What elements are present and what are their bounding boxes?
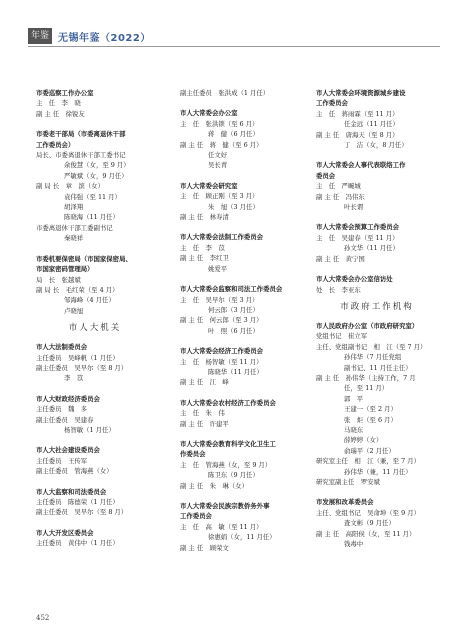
org-heading: 委员会	[316, 171, 336, 180]
position-entry: 副 主 任 江 峰	[180, 378, 229, 387]
position-entry: 主 任 严畹城	[316, 182, 361, 191]
spacer	[36, 244, 154, 254]
person-entry: 丁 洁（女，8 月任）	[344, 141, 408, 150]
spacer	[36, 477, 154, 487]
person-entry: 任文好	[208, 151, 228, 160]
spacer	[180, 98, 298, 108]
person-entry: 姚爱平	[208, 264, 228, 273]
position-entry: 主 任 顾正刚（至 3 月）	[180, 192, 259, 201]
org-heading: 市人大开发区委员会	[36, 528, 94, 537]
person-entry: 陈晓海（11 月任）	[64, 213, 119, 222]
position-entry: 党组书记 崔立军	[316, 332, 368, 341]
position-entry: 副 主 任 林寿清	[180, 213, 229, 222]
org-heading: 工作委员会）	[36, 140, 75, 149]
section-heading: 市人大机关	[68, 323, 122, 334]
position-entry: 副 主 任 朱 琳（女）	[180, 481, 248, 490]
position-entry: 副主任委员 吴建春	[36, 415, 94, 424]
person-entry: 薛婷婷（女）	[344, 436, 383, 445]
person-entry: 叶长谓	[344, 203, 364, 212]
column-middle	[180, 88, 298, 553]
page-header	[28, 22, 440, 62]
spacer	[180, 274, 298, 284]
position-entry: 副主任委员 吴早尔（至 8 月）	[36, 508, 128, 517]
position-entry: 市委离退休干部工委副书记	[36, 223, 113, 232]
person-entry: 李 苡	[64, 374, 84, 383]
yearbook-logo: 年鉴	[28, 28, 52, 44]
position-entry: 研究室副主任 罗安斌	[316, 478, 380, 486]
position-entry: 局 长 张越斌	[36, 275, 81, 284]
spacer	[36, 435, 154, 445]
position-entry: 副主任委员 张洪成（1 月任）	[180, 89, 270, 97]
position-entry: 主 任 张洪锁（至 6 月）	[180, 119, 259, 128]
position-entry: 副 主 任 蒋 健（至 6 月）	[180, 140, 263, 149]
person-entry: 査文彬（9 月任）	[344, 519, 395, 528]
org-heading: 市人大法制委员会	[36, 343, 88, 352]
spacer	[316, 487, 438, 497]
org-heading: 市人大常委会监察和司法工作委员会	[180, 285, 283, 294]
position-entry: 副 主 任 黄宁国	[316, 254, 365, 263]
position-entry: 主 任 杨智敏（至 11 月）	[180, 357, 263, 366]
org-heading: 市人大常委会研究室	[180, 181, 238, 190]
person-entry: 马晓东	[344, 425, 364, 434]
position-entry: 主任委员 吴峰帆（1 月任）	[36, 353, 119, 362]
spacer	[36, 119, 154, 129]
position-entry: 副 主 任 何云郎（至 3 月）	[180, 316, 263, 325]
spacer	[316, 212, 438, 222]
org-heading: 市人大常委会农村经济工作委员会	[180, 398, 276, 407]
person-entry: 卢晓旭	[64, 306, 84, 315]
spacer	[316, 150, 438, 160]
org-heading: 市委巡察工作办公室	[36, 89, 94, 97]
position-entry: 主 任 李 苡	[180, 243, 225, 252]
person-entry: 任金远（11 月任）	[344, 120, 399, 129]
person-entry: 孙伟华（7 月任党组	[344, 353, 402, 362]
person-entry: 何云郎（3 月任）	[208, 305, 259, 314]
position-entry: 副 主 任 许建平	[180, 419, 229, 428]
org-heading: 市人大财政经济委员会	[36, 394, 100, 403]
position-entry: 副 主 任 孙伟华（主持工作，7 月	[316, 373, 416, 382]
org-heading: 市人大常委会民族宗教侨务外事	[180, 502, 270, 510]
position-entry: 主 任 吴建春（至 11 月）	[316, 233, 399, 242]
position-entry: 主 任 蒋雨霖（至 11 月）	[316, 109, 399, 118]
org-heading: 市委老干部局（市委离退休干部	[36, 130, 126, 139]
org-heading: 市人大常委会教育科学文化卫生工	[180, 439, 276, 448]
person-entry: 任，至 11 月）	[344, 384, 389, 393]
book-title: 无锡年鉴（2022）	[58, 33, 151, 44]
person-entry: 副书记、11 月任主任）	[344, 363, 412, 372]
org-heading: 市委机要保密局（市国家保密局、	[36, 254, 132, 263]
position-entry: 处 长 李亚东	[316, 285, 361, 294]
org-heading: 市人大社会建设委员会	[36, 446, 100, 455]
position-entry: 主 任 高 敏（至 11 月）	[180, 522, 263, 531]
org-heading: 作委员会	[180, 450, 206, 459]
org-heading: 市人大常委会办公室信访处	[316, 275, 393, 284]
person-entry: 秦晓祥	[64, 234, 84, 243]
position-entry: 主 任 管海燕（女，至 9 月）	[180, 460, 272, 469]
spacer	[180, 336, 298, 346]
position-entry: 主任、党组副书记 相 江（至 7 月）	[316, 342, 427, 351]
org-heading: 市人大监察和司法委员会	[36, 487, 107, 496]
org-heading: 市人大常委会人事代表联络工作	[316, 161, 406, 170]
position-entry: 副 主 任 唐海天（至 8 月）	[316, 130, 399, 139]
position-entry: 主 任 李 晓	[36, 99, 81, 108]
person-entry: 朱 旭（3 月任）	[208, 202, 259, 211]
spacer	[180, 171, 298, 181]
org-heading: 市人民政府办公室（市政府研究室）	[316, 321, 419, 330]
position-entry: 局长、市委离退休干部工委书记	[36, 151, 126, 160]
person-entry: 徐惠娟（女，11 月任）	[208, 533, 276, 542]
person-entry: 俞瑞平（2 月任）	[344, 446, 395, 455]
position-entry: 副主任委员 吴早尔（至 8 月）	[36, 363, 128, 372]
person-entry: 郭 平	[344, 394, 364, 403]
person-entry: 严敏斌（女，9 月任）	[64, 171, 128, 180]
person-entry: 钱毒中	[344, 540, 364, 549]
spacer	[36, 384, 154, 394]
org-heading: 工作委员会	[180, 512, 212, 521]
column-right	[316, 88, 438, 549]
org-heading: 市发展和改革委员会	[316, 498, 374, 507]
spacer	[180, 388, 298, 398]
org-heading: 市人大常委会预算工作委员会	[316, 223, 400, 232]
position-entry: 主任委员 陈德荣（1 月任）	[36, 498, 119, 506]
position-entry: 副 主 任 冯伟东	[316, 192, 365, 201]
person-entry: 孙伟华（兼，11 月任）	[344, 467, 412, 476]
person-entry: 张 炬（至 6 月）	[344, 415, 397, 424]
position-entry: 主任委员 黄伟中（1 月任）	[36, 539, 119, 548]
person-entry: 杨智敏（1 月任）	[64, 425, 115, 434]
person-entry: 叶 照（6 月任）	[208, 326, 259, 335]
person-entry: 胡泽翔	[64, 203, 84, 212]
position-entry: 副 主 任 徐锐友	[36, 109, 85, 118]
spacer	[180, 429, 298, 439]
position-entry: 主任委员 王传军	[36, 456, 88, 465]
spacer	[316, 264, 438, 274]
position-entry: 副 主 任 高阳侯（女，至 11 月）	[316, 529, 416, 538]
spacer	[180, 491, 298, 501]
column-left	[36, 88, 154, 549]
person-entry: 陈晓华（11 月任）	[208, 367, 263, 376]
position-entry: 研究室主任 相 江（兼，至 7 月）	[316, 457, 420, 466]
position-entry: 主 任 朱 伟	[180, 409, 225, 418]
org-heading: 市人大常委会经济工作委员会	[180, 347, 264, 356]
person-entry: 王建一（至 2 月）	[344, 405, 397, 414]
page-number: 452	[36, 614, 50, 622]
spacer	[180, 222, 298, 232]
position-entry: 主任、党组书记 吴命坤（至 9 月）	[316, 508, 420, 517]
position-entry: 副主任委员 管海燕（女）	[36, 467, 113, 476]
position-entry: 副 局 长 章 滨（女）	[36, 182, 104, 191]
person-entry: 邹海峰（4 月任）	[64, 296, 115, 305]
position-entry: 副 主 任 李红卫	[180, 254, 229, 263]
position-entry: 主任委员 魏 多	[36, 405, 88, 414]
position-entry: 主 任 吴早尔（至 3 月）	[180, 295, 259, 304]
section-heading: 市政府工作机构	[340, 301, 414, 312]
org-heading: 市国家密码管理局）	[36, 265, 94, 274]
person-entry: 吴长青	[208, 161, 228, 170]
position-entry: 副 局 长 毛红荣（至 4 月）	[36, 285, 119, 294]
org-heading: 工作委员会	[316, 99, 348, 108]
header-rule	[28, 46, 440, 47]
org-heading: 市人大常委会环境资源城乡建设	[316, 89, 406, 97]
position-entry: 副 主 任 顾荣文	[180, 543, 229, 552]
spacer	[36, 518, 154, 528]
person-entry: 袁伟强（至 11 月）	[64, 192, 121, 201]
org-heading: 市人大常委会法制工作委员会	[180, 233, 264, 242]
org-heading: 市人大常委会办公室	[180, 109, 238, 118]
person-entry: 余俊慧（女，至 9 月）	[64, 161, 130, 170]
person-entry: 陈卫东（9 月任）	[208, 471, 259, 480]
person-entry: 蒋 健（6 月任）	[208, 130, 259, 139]
person-entry: 孙文华（11 月任）	[344, 244, 399, 253]
